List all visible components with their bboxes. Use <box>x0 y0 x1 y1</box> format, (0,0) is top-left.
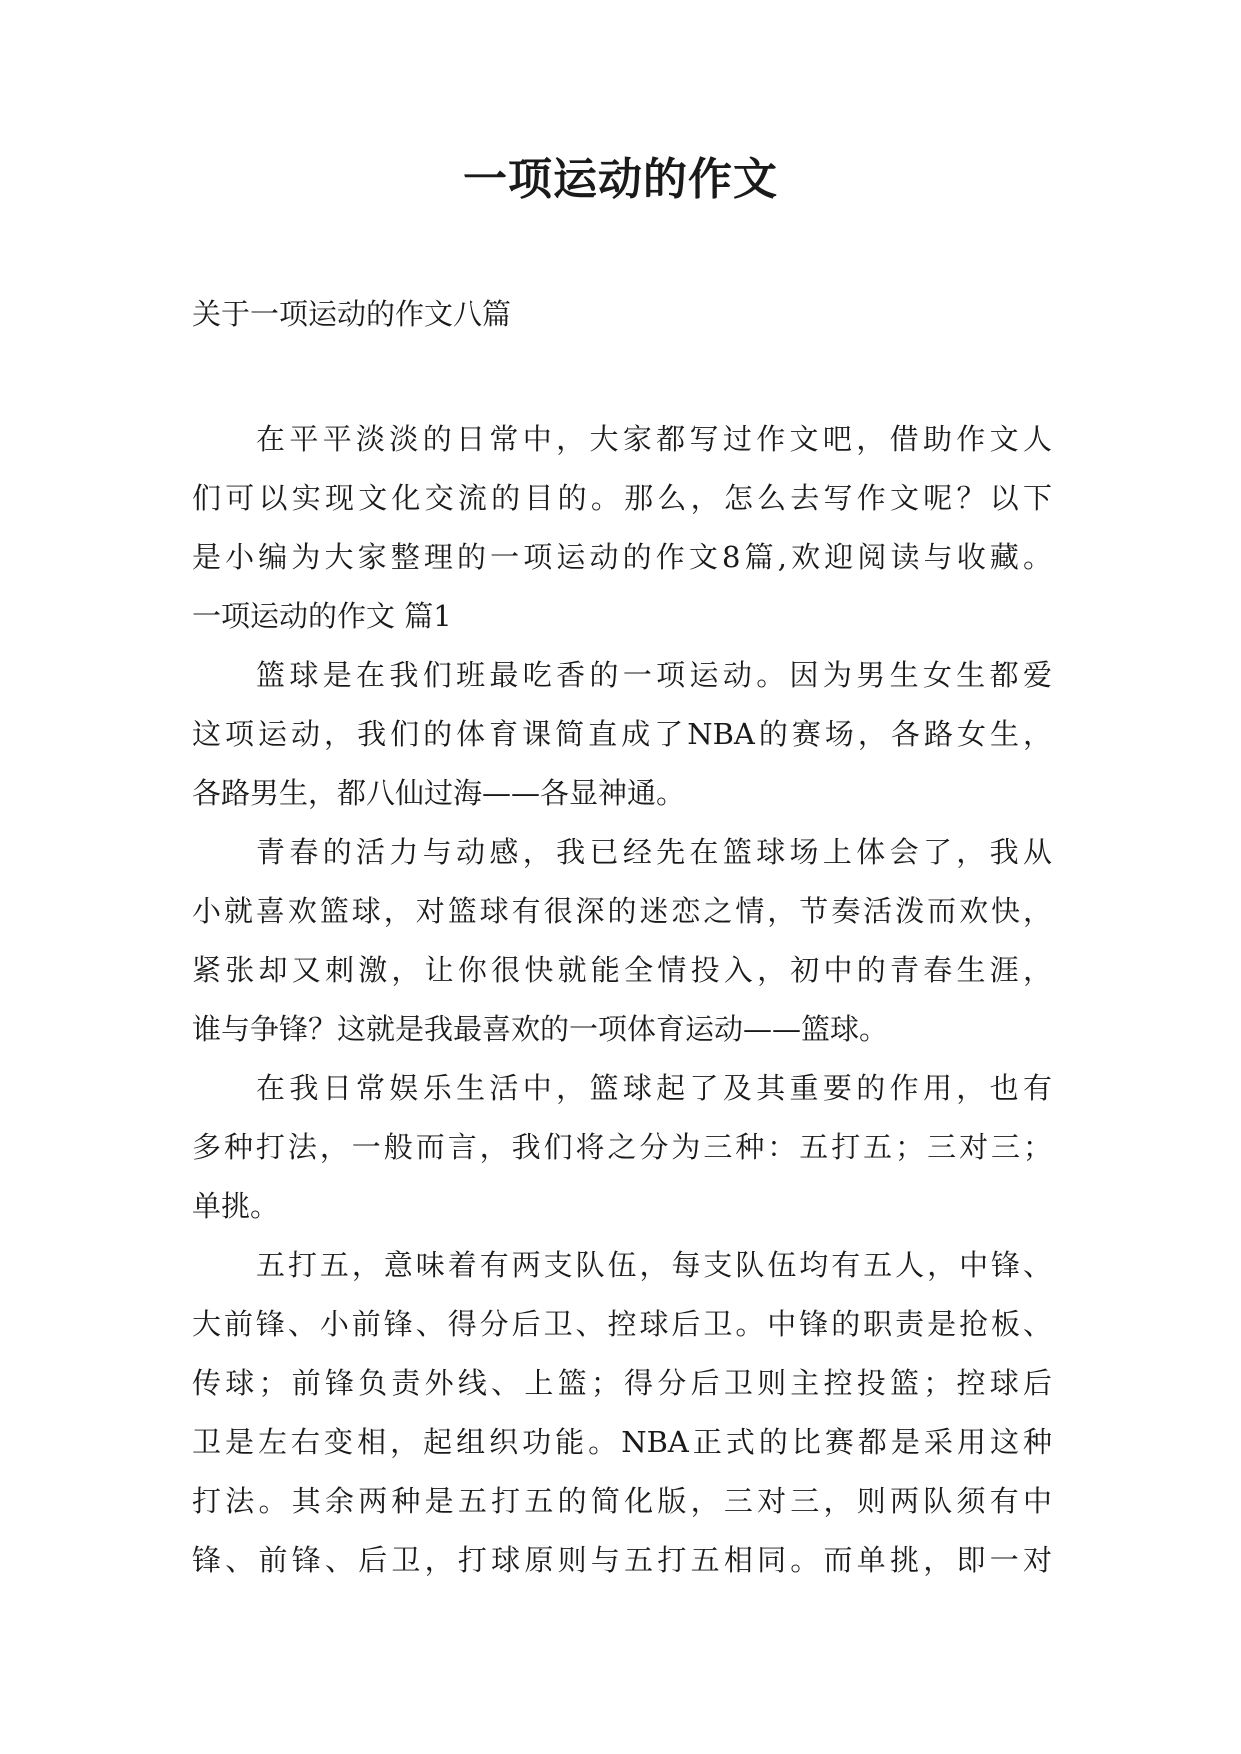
document-subtitle: 关于一项运动的作文八篇 <box>192 297 512 331</box>
text-line: 们可以实现文化交流的目的。那么，怎么去写作文呢？以下 <box>192 481 1052 515</box>
text-line: 锋、前锋、后卫，打球原则与五打五相同。而单挑，即一对 <box>192 1543 1052 1577</box>
text-line: 传球；前锋负责外线、上篮；得分后卫则主控投篮；控球后 <box>192 1366 1052 1400</box>
text-line: 卫是左右变相，起组织功能。NBA正式的比赛都是采用这种 <box>192 1425 1052 1459</box>
text-line: 小就喜欢篮球，对篮球有很深的迷恋之情，节奏活泼而欢快， <box>192 894 1052 928</box>
text-line: 大前锋、小前锋、得分后卫、控球后卫。中锋的职责是抢板、 <box>192 1307 1052 1341</box>
text-line: 在我日常娱乐生活中，篮球起了及其重要的作用，也有 <box>256 1071 1052 1105</box>
text-line: 单挑。 <box>192 1189 280 1223</box>
text-line: 五打五，意味着有两支队伍，每支队伍均有五人，中锋、 <box>256 1248 1052 1282</box>
text-line: 各路男生，都八仙过海——各显神通。 <box>192 776 686 810</box>
text-line: 是小编为大家整理的一项运动的作文8篇,欢迎阅读与收藏。 <box>192 540 1052 574</box>
document-title: 一项运动的作文 <box>463 154 778 205</box>
text-line: 谁与争锋？这就是我最喜欢的一项体育运动——篮球。 <box>192 1012 889 1046</box>
text-line: 青春的活力与动感，我已经先在篮球场上体会了，我从 <box>256 835 1052 869</box>
text-line: 这项运动，我们的体育课简直成了NBA的赛场，各路女生， <box>192 717 1052 751</box>
text-line: 打法。其余两种是五打五的简化版，三对三，则两队须有中 <box>192 1484 1052 1518</box>
text-line: 紧张却又刺激，让你很快就能全情投入，初中的青春生涯， <box>192 953 1052 987</box>
text-line: 在平平淡淡的日常中，大家都写过作文吧，借助作文人 <box>256 422 1052 456</box>
text-line: 篮球是在我们班最吃香的一项运动。因为男生女生都爱 <box>256 658 1052 692</box>
document-body <box>192 410 1052 1590</box>
text-line: 一项运动的作文 篇1 <box>192 599 452 633</box>
text-line: 多种打法，一般而言，我们将之分为三种：五打五；三对三； <box>192 1130 1052 1164</box>
